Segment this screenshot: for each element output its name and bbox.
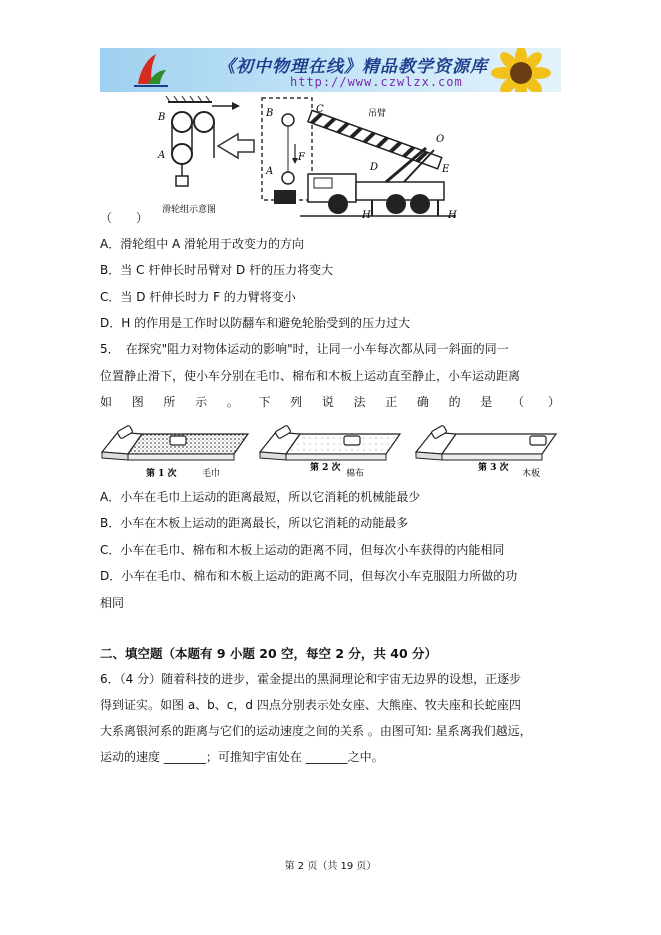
q5-char: 图: [131, 395, 144, 409]
q5-option-d: D．小车在毛巾、棉布和木板上运动的距离不同，但每次小车克服阻力所做的功: [100, 569, 518, 583]
trial-1: [102, 425, 248, 479]
trial-1-surface: 毛巾: [202, 469, 221, 479]
q5-char: 说: [321, 395, 334, 409]
q5-char: 如: [100, 395, 113, 409]
q6-line-2: 得到证实。如图 a、b、c，d 四点分别表示处女座、大熊座、牧夫座和长蛇座四: [100, 698, 521, 712]
q5-char: 法: [353, 395, 366, 409]
site-logo-icon: [130, 50, 170, 90]
trial-3-label: 第 3 次: [478, 463, 509, 473]
q5-option-c: C．小车在毛巾、棉布和木板上运动的距离不同，但每次小车获得的内能相同: [100, 543, 505, 557]
trial-2-surface: 棉布: [346, 469, 365, 479]
crane-label-d: D: [370, 162, 379, 173]
crane-label-h-right: H: [448, 210, 457, 221]
section-heading: 二、填空题（本题有 9 小题 20 空，每空 2 分，共 40 分）: [100, 646, 438, 661]
header-banner: [100, 48, 561, 92]
q4-option-c: C．当 D 杆伸长时力 F 的力臂将变小: [100, 290, 296, 304]
pulley-caption: 滑轮组示意图: [162, 205, 217, 215]
q4-blank: （ ）: [100, 211, 149, 225]
q6-line-3: 大系离银河系的距离与它们的运动速度之间的关系 。由图可知: 星系离我们越远，: [100, 724, 532, 738]
crane-label-h-left: H: [362, 210, 371, 221]
q5-char: 是: [480, 395, 493, 409]
ramp-trials-figure: [98, 418, 560, 480]
q5-char: 正: [385, 395, 398, 409]
crane-label-c: C: [316, 104, 324, 115]
banner-url: http://www.czwlzx.com: [290, 75, 463, 89]
sunflower-icon: [481, 48, 561, 92]
trial-2-label: 第 2 次: [310, 463, 341, 473]
crane-label-e: E: [442, 164, 450, 175]
trial-3-surface: 木板: [522, 469, 541, 479]
q5-option-b: B．小车在木板上运动的距离最长，所以它消耗的动能最多: [100, 516, 409, 530]
pulley-label-b: B: [158, 112, 166, 123]
q5-char: 示: [195, 395, 208, 409]
trial-2: [260, 425, 400, 479]
crane-label-boom: 吊臂: [368, 109, 387, 119]
q5-char: 的: [448, 395, 461, 409]
banner-title: 《初中物理在线》精品教学资源库: [218, 57, 488, 77]
crane-label-f: F: [298, 152, 305, 163]
q5-stem-line-1: 5． 在探究"阻力对物体运动的影响"时，让同一小车每次都从同一斜面的同一: [100, 342, 509, 356]
trial-1-label: 第 1 次: [146, 469, 177, 479]
q5-option-d-continued: 相同: [100, 596, 125, 610]
q5-option-a: A．小车在毛巾上运动的距离最短，所以它消耗的机械能最少: [100, 490, 421, 504]
q5-stem-line-3: [100, 394, 560, 410]
trial-3: [416, 425, 556, 479]
q5-char: 。: [226, 395, 239, 409]
q6-line-1: 6．（4 分）随着科技的进步，霍金提出的黑洞理论和宇宙无边界的设想，正逐步: [100, 672, 522, 686]
q5-char: （ ）: [511, 395, 560, 409]
q4-option-d: D．H 的作用是工作时以防翻车和避免轮胎受到的压力过大: [100, 316, 411, 330]
q5-char: 列: [290, 395, 303, 409]
crane-label-b: B: [266, 108, 274, 119]
q5-stem-line-2: 位置静止滑下，使小车分别在毛巾、棉布和木板上运动直至静止，小车运动距离: [100, 369, 521, 383]
q5-char: 确: [416, 395, 429, 409]
pulley-crane-figure: [150, 94, 460, 226]
q5-char: 下: [258, 395, 271, 409]
q6-line-4: 运动的速度 _______；可推知宇宙处在 _______之中。: [100, 750, 384, 764]
q4-option-b: B．当 C 杆伸长时吊臂对 D 杆的压力将变大: [100, 263, 334, 277]
q4-option-a: A．滑轮组中 A 滑轮用于改变力的方向: [100, 237, 305, 251]
crane-label-a: A: [266, 166, 274, 177]
crane-label-o: O: [436, 134, 445, 145]
page-footer: 第 2 页（共 19 页）: [284, 861, 377, 872]
pulley-label-a: A: [158, 150, 166, 161]
q5-char: 所: [163, 395, 176, 409]
